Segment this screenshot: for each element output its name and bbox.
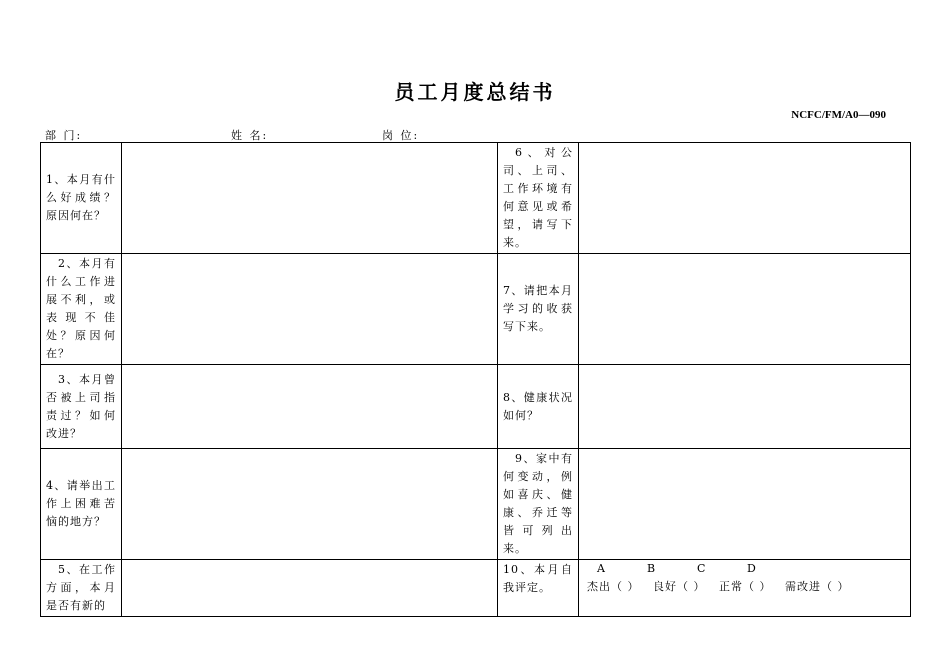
position-label: 岗 位: (382, 129, 420, 142)
answer-4-field[interactable] (122, 449, 498, 560)
option-needs-improvement[interactable]: 需改进（ ） (785, 580, 850, 593)
answer-2-field[interactable] (122, 254, 498, 365)
question-5: 5、在工作方面，本月是否有新的 (41, 560, 122, 617)
grade-d: D (747, 562, 756, 575)
grade-b: B (647, 562, 656, 575)
document-code: NCFC/FM/A0—090 (791, 109, 886, 121)
answer-6-field[interactable] (579, 143, 911, 254)
option-normal[interactable]: 正常（ ） (719, 580, 772, 593)
table-row (41, 143, 911, 254)
answer-3-field[interactable] (122, 365, 498, 449)
table-row (41, 254, 911, 365)
table-row (41, 560, 911, 617)
name-label: 姓 名: (231, 129, 269, 142)
grade-a: A (597, 562, 605, 575)
summary-table (40, 142, 911, 617)
table-row (41, 449, 911, 560)
question-9: 9、家中有何变动，例如喜庆、健康、乔迁等皆可列出来。 (498, 449, 579, 560)
page-title: 员工月度总结书 (394, 80, 556, 104)
question-1: 1、本月有什么好成绩？原因何在？ (41, 143, 122, 254)
question-3: 3、本月曾否被上司指责过？如何改进？ (41, 365, 122, 449)
answer-7-field[interactable] (579, 254, 911, 365)
question-7: 7、请把本月学习的收获写下来。 (498, 254, 579, 365)
answer-1-field[interactable] (122, 143, 498, 254)
grade-letters (587, 560, 902, 578)
question-8: 8、健康状况如何？ (498, 365, 579, 449)
answer-9-field[interactable] (579, 449, 911, 560)
answer-8-field[interactable] (579, 365, 911, 449)
question-10: 10、本月自我评定。 (498, 560, 579, 617)
question-6: 6、对公司、上司、工作环境有何意见或希望，请写下来。 (498, 143, 579, 254)
answer-5-field[interactable] (122, 560, 498, 617)
self-evaluation (579, 560, 911, 617)
table-row (41, 365, 911, 449)
question-2: 2、本月有什么工作进展不利，或表现不佳处？原因何在？ (41, 254, 122, 365)
grade-options (587, 578, 902, 596)
option-outstanding[interactable]: 杰出（ ） (587, 580, 640, 593)
option-good[interactable]: 良好（ ） (653, 580, 706, 593)
grade-c: C (697, 562, 706, 575)
question-4: 4、请举出工作上困难苦恼的地方？ (41, 449, 122, 560)
department-label: 部 门: (45, 129, 83, 142)
